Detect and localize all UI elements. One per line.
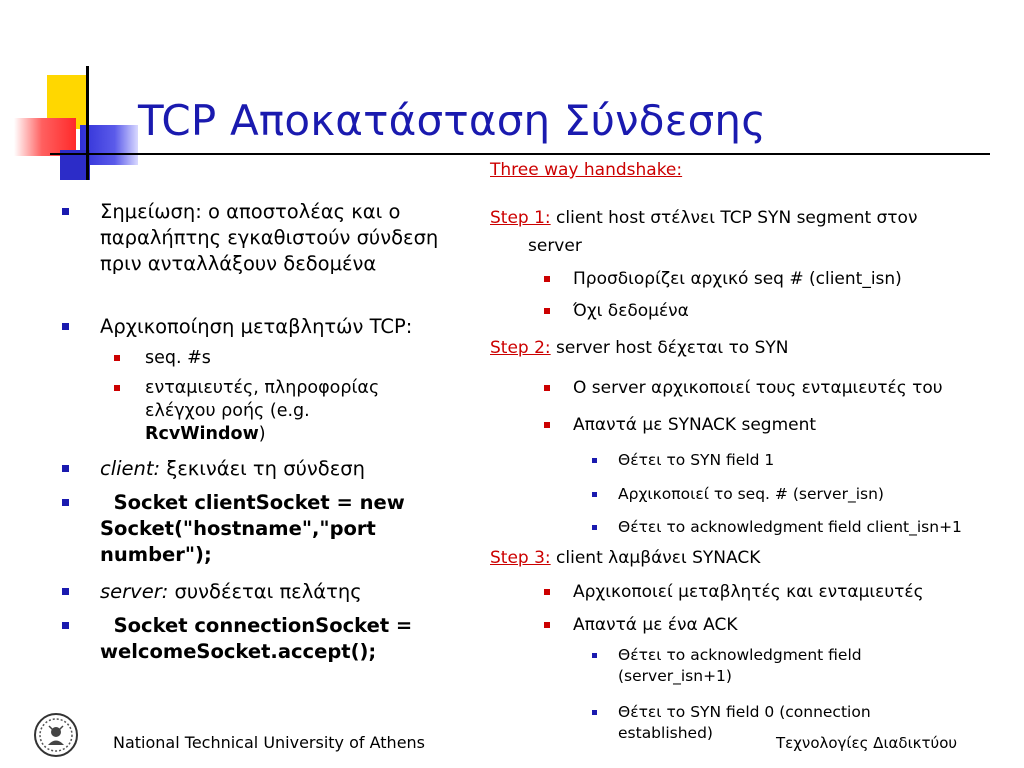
handshake-heading [490, 159, 682, 182]
buffers-text-suffix: ) [258, 424, 266, 444]
bullet-square-icon [544, 589, 550, 595]
step3-sub-init-text: Αρχικοποιεί μεταβλητές και ενταμιευτές [573, 582, 924, 602]
left-bullet-note-text: Σημείωση: ο αποστολέας και ο παραλήπτης εγκαθιστούν σύνδεση πριν ανταλλάξουν δεδομένα [100, 200, 439, 275]
handshake-heading-text: Three way handshake: [490, 160, 683, 180]
step1-text: client host στέλνει TCP SYN segment στον [550, 208, 918, 228]
left-bullet-client-text [100, 456, 480, 482]
bullet-square-icon [62, 588, 69, 595]
bullet-square-icon [62, 622, 69, 629]
bullet-square-icon [544, 385, 550, 391]
step1-line [490, 207, 917, 230]
bullet-square-icon [592, 653, 597, 658]
bullet-square-icon [544, 276, 550, 282]
bullet-square-icon [114, 385, 120, 391]
bullet-square-icon [544, 622, 550, 628]
left-sub-buffers-text [145, 377, 425, 446]
bullet-square-icon [592, 525, 597, 530]
step2-line [490, 337, 789, 360]
bullet-square-icon [592, 458, 597, 463]
connection-socket-code: Socket connectionSocket = welcomeSocket.accept(); [100, 614, 420, 663]
footer-course: Τεχνολογίες Διαδικτύου [776, 734, 958, 752]
step3-ack-field-text: Θέτει το acknowledgment field (server_isn+1) [618, 646, 862, 685]
left-bullet-init-text: Αρχικοποίηση μεταβλητών TCP: [100, 315, 413, 338]
step2-sub-buffers-text: O server αρχικοποιεί τους ενταμιευτές του [573, 378, 943, 398]
university-seal-icon [33, 712, 79, 758]
left-sub-seq-text: seq. #s [145, 348, 211, 368]
step1-label: Step 1: [490, 208, 551, 228]
step2-label: Step 2: [490, 338, 551, 358]
decor-vertical-line [86, 66, 89, 180]
step3-text: client λαμβάνει SYNACK [550, 548, 761, 568]
step3-line [490, 547, 760, 570]
bullet-square-icon [62, 208, 69, 215]
bullet-square-icon [544, 308, 550, 314]
client-label: client: [100, 457, 161, 480]
server-desc: συνδέεται πελάτης [168, 580, 362, 603]
step2-text: server host δέχεται το SYN [550, 338, 789, 358]
step2-synack-ack-text: Θέτει το acknowledgment field client_isn+1 [618, 518, 962, 536]
client-socket-code: Socket clientSocket = new Socket("hostname","port number"); [100, 491, 412, 566]
title-underline [50, 153, 990, 155]
step3-syn-field-text: Θέτει το SYN field 0 (connection established) [618, 703, 871, 742]
bullet-square-icon [62, 323, 69, 330]
bullet-square-icon [114, 355, 120, 361]
step2-synack-seq-text: Αρχικοποιεί το seq. # (server_isn) [618, 485, 884, 503]
step1-sub-nodata-text: Όχι δεδομένα [573, 301, 689, 321]
client-desc: ξεκινάει τη σύνδεση [160, 457, 365, 480]
rcvwindow-text: RcvWindow [145, 424, 259, 444]
bullet-square-icon [592, 710, 597, 715]
bullet-square-icon [62, 465, 69, 472]
bullet-square-icon [62, 499, 69, 506]
step3-label: Step 3: [490, 548, 551, 568]
step3-sub-ack-text: Απαντά με ένα ACK [573, 615, 738, 635]
server-label: server: [100, 580, 169, 603]
step1-sub-isn-text: Προσδιορίζει αρχικό seq # (client_isn) [573, 269, 902, 289]
left-bullet-server-text [100, 579, 480, 605]
footer-university: National Technical University of Athens [113, 733, 426, 752]
bullet-square-icon [544, 422, 550, 428]
bullet-square-icon [592, 492, 597, 497]
step2-sub-synack-text: Απαντά με SYNACK segment [573, 415, 817, 435]
buffers-text-prefix: ενταμιευτές, πληροφορίας ελέγχου ροής (e.g. [145, 378, 380, 421]
step1-cont: server [528, 236, 582, 256]
step2-synack-syn-text: Θέτει το SYN field 1 [618, 451, 775, 469]
slide-title: TCP Αποκατάσταση Σύνδεσης [138, 96, 767, 145]
